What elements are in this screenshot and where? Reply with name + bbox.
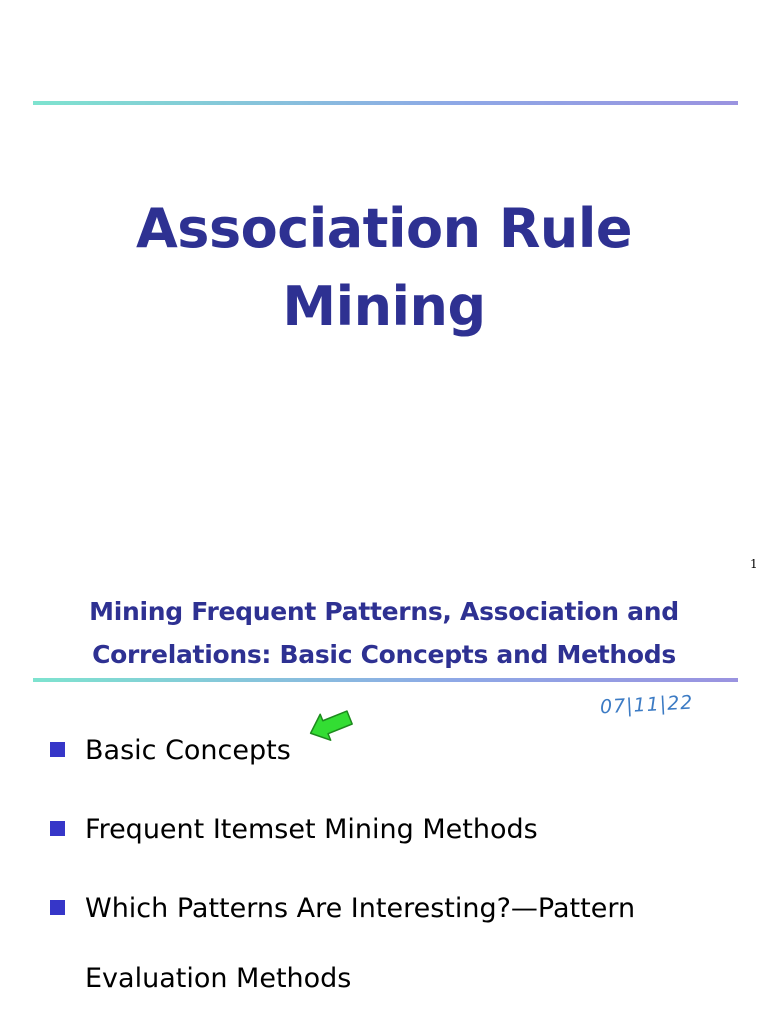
list-item bbox=[48, 874, 748, 1014]
outline-divider-rule bbox=[33, 678, 738, 682]
bullet-text bbox=[85, 716, 748, 786]
bullet-line: Which Patterns Are Interesting?—Pattern bbox=[85, 893, 636, 924]
title-divider-rule bbox=[33, 101, 738, 105]
bullet-line: Evaluation Methods bbox=[85, 963, 352, 994]
bullet-line: Basic Concepts bbox=[85, 735, 291, 766]
outline-title-line-1: Mining Frequent Patterns, Association and bbox=[89, 597, 679, 626]
bullet-text bbox=[85, 795, 748, 865]
outline-title-line-2: Correlations: Basic Concepts and Methods bbox=[92, 640, 676, 669]
outline-bullet-list bbox=[48, 716, 748, 1023]
bullet-square-icon bbox=[50, 821, 65, 836]
handwritten-date-annotation: 07|11|22 bbox=[599, 691, 694, 719]
main-title-line-2: Mining bbox=[282, 275, 486, 338]
main-title-line-1: Association Rule bbox=[136, 197, 632, 260]
slide-outline bbox=[0, 576, 768, 1024]
left-arrow-icon bbox=[305, 706, 357, 744]
slide-outline-title bbox=[0, 590, 768, 676]
list-item bbox=[48, 795, 748, 865]
bullet-square-icon bbox=[50, 900, 65, 915]
page-number: 1 bbox=[750, 557, 758, 571]
slide-main-title bbox=[0, 190, 768, 346]
bullet-line: Frequent Itemset Mining Methods bbox=[85, 814, 538, 845]
list-item bbox=[48, 716, 748, 786]
bullet-square-icon bbox=[50, 742, 65, 757]
bullet-text bbox=[85, 874, 748, 1014]
